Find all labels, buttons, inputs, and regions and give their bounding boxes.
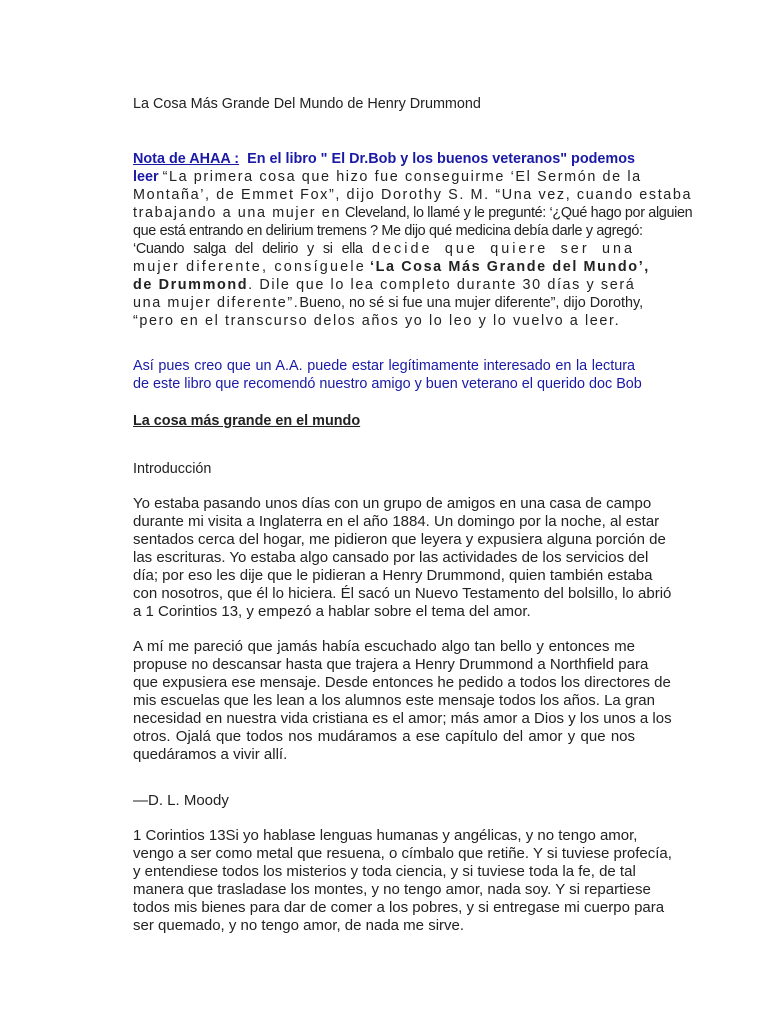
author-emphasis: de Drummond	[133, 277, 249, 293]
note-quote-line-4: que está entrando en delirium tremens ? Me dijo qué medicina debía darle y agregó:	[133, 223, 643, 239]
para3-line: y entendiese todos los misterios y toda ciencia, y si tuviese toda la fe, de tal	[133, 863, 636, 880]
section-heading: La cosa más grande en el mundo	[133, 413, 361, 429]
para1-line: Yo estaba pasando unos días con un grupo de amigos en una casa de campo	[133, 495, 652, 512]
note-lead-2: leer	[133, 169, 159, 185]
note-quote-line-8a: una mujer diferente”.	[133, 295, 300, 311]
para2-line: otros. Ojalá que todos nos mudáramos a ese capítulo del amor y que nos	[133, 728, 635, 745]
para2-line: mis escuelas que les lean a los alumnos este mensaje todos los años. La gran	[133, 692, 655, 709]
blue-paragraph-line-2: de este libro que recomendó nuestro amigo y buen veterano el querido doc Bob	[133, 376, 642, 392]
intro-heading: Introducción	[133, 461, 212, 477]
signature: —D. L. Moody	[133, 792, 229, 809]
para1-line: a 1 Corintios 13, y empezó a hablar sobre el tema del amor.	[133, 603, 531, 620]
note-quote-line-9: “pero en el transcurso delos años yo lo leo y lo vuelvo a leer.	[133, 313, 621, 329]
para3-line: ser quemado, y no tengo amor, de nada me sirve.	[133, 917, 465, 934]
para3-line: 1 Corintios 13Si yo hablase lenguas humanas y angélicas, y no tengo amor,	[133, 827, 638, 844]
note-label: Nota de AHAA :	[133, 151, 240, 167]
note-quote-line-1: “La primera cosa que hizo fue conseguirme ‘El Sermón de la	[162, 169, 642, 185]
note-quote-line-6a: mujer diferente, consíguele	[133, 259, 366, 275]
note-quote-line-7	[133, 276, 635, 294]
para1-line: sentados cerca del hogar, me pidieron que leyera y expusiera alguna porción de	[133, 531, 666, 548]
note-quote-line-8	[133, 294, 644, 312]
note-quote-line-3a: trabajando a una mujer en	[133, 205, 342, 221]
para3-line: todos mis bienes para dar de comer a los pobres, y si entregase mi cuerpo para	[133, 899, 665, 916]
note-quote-line-2: Montaña’, de Emmet Fox”, dijo Dorothy S. M. “Una vez, cuando estaba	[133, 187, 693, 203]
para2-line: que expusiera ese mensaje. Desde entonces he pedido a todos los directores de	[133, 674, 671, 691]
note-quote-line-6	[133, 258, 650, 276]
para3-line: manera que trasladase los montes, y no tengo amor, nada soy. Y si repartiese	[133, 881, 651, 898]
para2-line: propuse no descansar hasta que trajera a Henry Drummond a Northfield para	[133, 656, 649, 673]
para2-line: A mí me pareció que jamás había escuchado algo tan bello y entonces me	[133, 638, 635, 655]
para1-line: las escrituras. Yo estaba algo cansado por las actividades de los servicios del	[133, 549, 649, 566]
para1-line: con nosotros, que él lo hiciera. Él sacó un Nuevo Testamento del bolsillo, lo abrió	[133, 585, 672, 602]
note-quote-line-8b: Bueno, no sé si fue una mujer diferente”, dijo Dorothy,	[299, 295, 644, 311]
note-quote-line-5	[133, 240, 635, 258]
document-title: La Cosa Más Grande Del Mundo de Henry Drummond	[133, 96, 481, 112]
note-quote-line-7b: . Dile que lo lea completo durante 30 días y será	[248, 277, 636, 293]
note-quote-line-5a: ‘Cuando salga del delirio y si ella	[133, 241, 363, 257]
book-title-emphasis: ‘La Cosa Más Grande del Mundo’,	[370, 259, 650, 275]
para3-line: vengo a ser como metal que resuena, o címbalo que retiñe. Y si tuviese profecía,	[133, 845, 672, 862]
para2-line: quedáramos a vivir allí.	[133, 746, 288, 763]
para1-line: día; por eso les dije que le pidieran a Henry Drummond, quien también estaba	[133, 567, 653, 584]
note-quote-line-5b: decide que quiere ser una	[372, 241, 635, 257]
note-first-line	[133, 150, 635, 168]
para1-line: durante mi visita a Inglaterra en el año 1884. Un domingo por la noche, al estar	[133, 513, 660, 530]
note-lead: En el libro " El Dr.Bob y los buenos veteranos" podemos	[247, 151, 636, 167]
note-quote-line-3b: Cleveland, lo llamé y le pregunté: ‘¿Qué hago por alguien	[345, 205, 693, 221]
blue-paragraph-line-1: Así pues creo que un A.A. puede estar legítimamente interesado en la lectura	[133, 358, 635, 374]
para2-line: necesidad en nuestra vida cristiana es el amor; más amor a Dios y los unos a los	[133, 710, 672, 727]
note-quote-line-3	[133, 204, 693, 222]
note-line-2	[133, 168, 642, 186]
